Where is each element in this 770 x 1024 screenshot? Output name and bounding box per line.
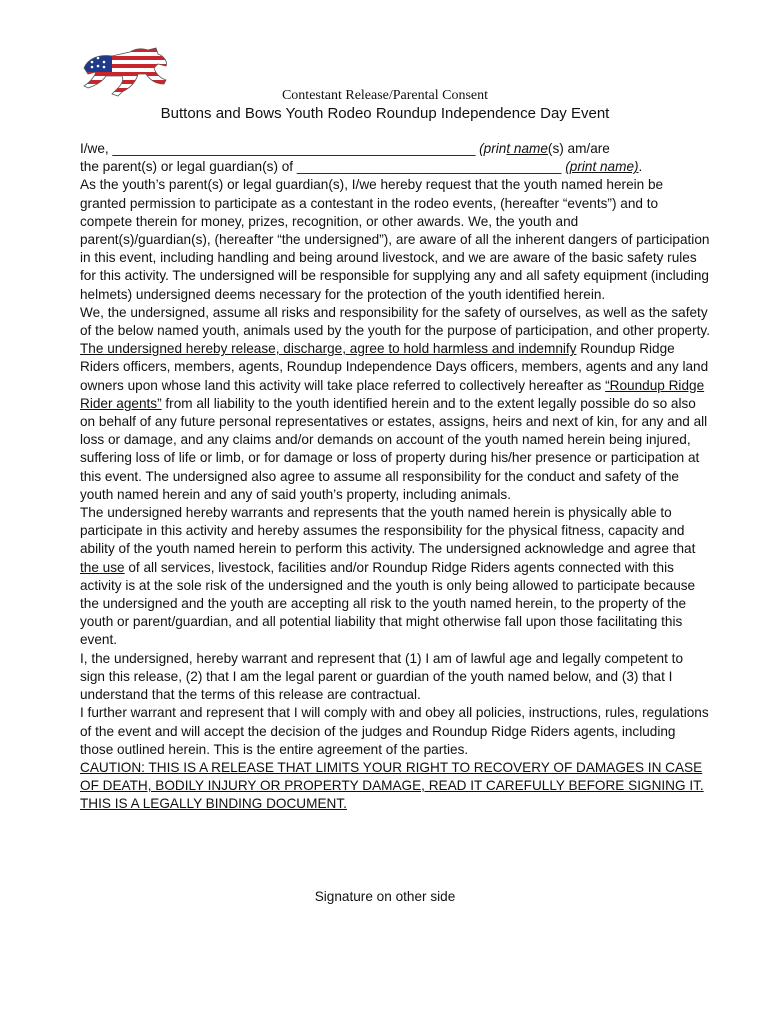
release-underlined: The undersigned hereby release, discharge, agree to hold harmless and indemnify [80, 341, 577, 357]
the-use-term: the use [80, 559, 125, 575]
youth-name-blank: ___________________________________ [296, 159, 562, 175]
event-title: Buttons and Bows Youth Rodeo Roundup Independence Day Event [160, 105, 610, 122]
print-name-blank: ________________________________________________ [112, 141, 476, 156]
paragraph-warranty [80, 504, 710, 650]
release-text-b: from all liability to the youth identified herein and to the extent legally possible do so also on behalf of any future personal representatives or estates, assigns, heirs and next of kin, for any and all loss or damage, and any claims and/or demands on account of the youth named herein being injured, suffering loss of life or limb, or for damage or loss of property during his/her presence or participation at this event. The undersigned also agree to assume all responsibility for the conduct and safety of the youth named herein and any of said youth’s property, including animals. [80, 395, 708, 502]
release-text-a: Roundup Ridge Riders officers, members, agents, Roundup Independence Days officers, members, agents and any land owners upon whose land this activity will take place referred to collectively hereafter as [80, 341, 709, 393]
form-subtitle: Contestant Release/Parental Consent [281, 88, 489, 103]
caution-notice: CAUTION: THIS IS A RELEASE THAT LIMITS YOUR RIGHT TO RECOVERY OF DAMAGES IN CASE OF DEATH, BODILY INJURY OR PROPERTY DAMAGE, READ IT CAREFULLY BEFORE SIGNING IT. THIS IS A LEGALLY BINDING DOCUMENT. [80, 759, 704, 812]
youth-name-hint: (print name) [565, 159, 639, 175]
agents-term: “Roundup Ridge Rider agents” [80, 377, 705, 411]
paragraph-assume-risk: We, the undersigned, assume all risks and responsibility for the safety of ourselves, as well as the safety of the below named youth, animals used by the youth for the purpose of participation, and other property. [80, 304, 710, 339]
print-name-hint-a: (prin [475, 141, 507, 156]
print-name-hint-c: (s) am/are [547, 141, 610, 156]
line2-prefix: the parent(s) or legal guardian(s) of [80, 159, 297, 175]
paragraph-request: As the youth’s parent(s) or legal guardian(s), I/we hereby request that the youth named herein be granted permission to participate as a contestant in the rodeo events, (hereafter “events”) and to compete therein for money, prizes, recognition, or other awards. We, the youth and parent(s)/guardian(s), (hereafter “the undersigned”), are aware of all the inherent dangers of participation in this event, including handling and being around livestock, and we are aware of the basic safety rules for this activity. The undersigned will be responsible for supplying any and all safety equipment (including helmets) undersigned deems necessary for the protection of the youth identified herein. [80, 177, 710, 302]
print-name-hint-b: t name [506, 141, 548, 156]
release-body [80, 140, 710, 814]
paragraph-competence: I, the undersigned, hereby warrant and represent that (1) I am of lawful age and legally competent to sign this release, (2) that I am the legal parent or guardian of the youth named below, and (3) that I understand that the terms of this release are contractual. [80, 650, 684, 703]
guardian-line [80, 158, 710, 176]
line1-prefix: I/we, [80, 141, 113, 156]
warranty-text-b: of all services, livestock, facilities and/or Roundup Ridge Riders agents connected with this activity is at the sole risk of the undersigned and the youth is only being allowed to participate because the undersigned and the youth are accepting all risk to the youth named herein, to the property of the youth or parent/guardian, and all potential liability that might otherwise fall upon those facilitating this event. [80, 559, 696, 648]
name-line [80, 140, 710, 158]
paragraph-release [80, 340, 710, 504]
signature-note: Signature on other side [314, 889, 456, 904]
paragraph-compliance: I further warrant and represent that I will comply with and obey all policies, instructions, rules, regulations of the event and will accept the decision of the judges and Roundup Ridge Riders agents, including those outlined herein. This is the entire agreement of the parties. [80, 705, 709, 757]
line2-end: . [638, 159, 643, 175]
warranty-text-a: The undersigned hereby warrants and represents that the youth named herein is physically able to participate in this activity and hereby assumes the responsibility for the physical fitness, capacity and ability of the youth named herein to perform this activity. The undersigned acknowledge and agree that [80, 505, 696, 557]
